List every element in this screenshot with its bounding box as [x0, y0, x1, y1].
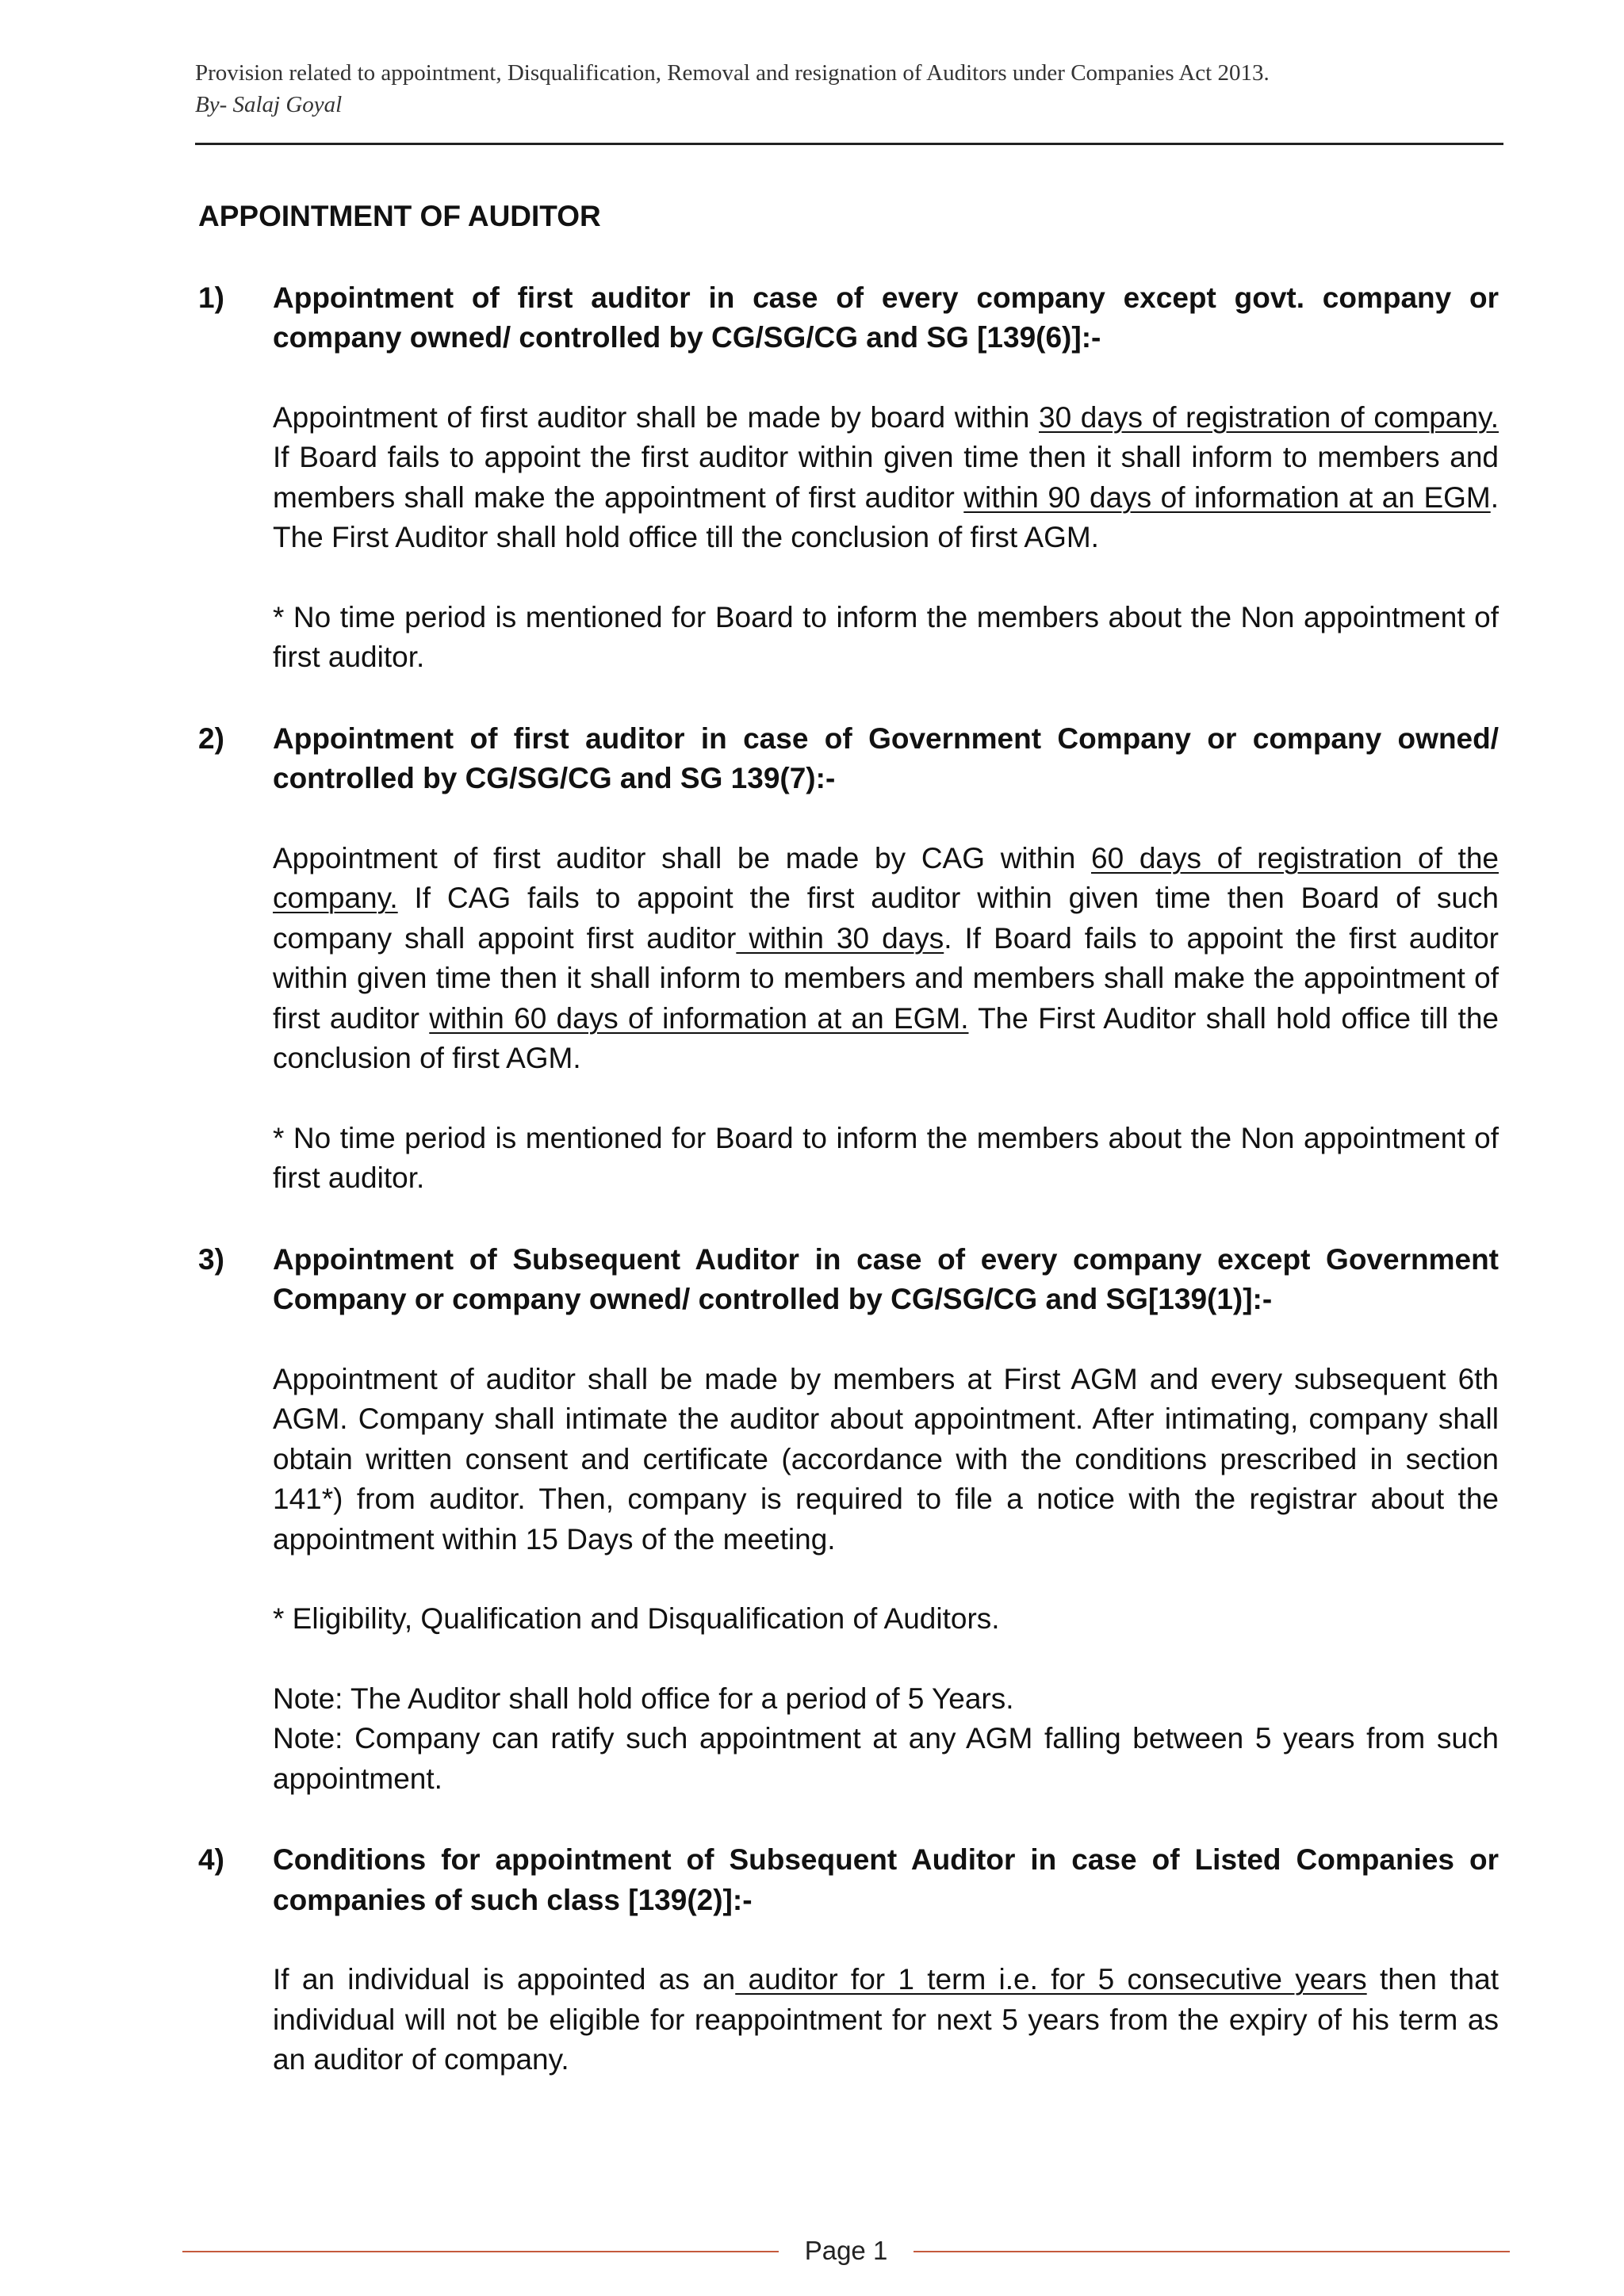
footer-rule-right [914, 2251, 1510, 2252]
document-body [198, 197, 1499, 2122]
text-run: If CAG fails to appoint the first auditor within given time then Board of such company shall appoint first auditor [273, 882, 1499, 955]
page-number: Page 1 [804, 2236, 888, 2265]
section-number: 3) [198, 1242, 224, 1276]
underlined-text: within 90 days of information at an EGM [963, 480, 1491, 514]
text-run: If Board fails to appoint the first auditor within given time then it shall inform to members and members shall make the appointment of first auditor [273, 441, 1499, 514]
footnote-paragraph: * No time period is mentioned for Board to inform the members about the Non appointment of first auditor. [273, 1121, 1499, 1194]
header-divider [195, 143, 1503, 145]
document-title: APPOINTMENT OF AUDITOR [198, 200, 601, 232]
text-run: Appointment of first auditor shall be made by board within [273, 400, 1039, 434]
footnote-paragraph: * No time period is mentioned for Board to inform the members about the Non appointment of first auditor. [273, 600, 1499, 673]
section-3 [198, 1240, 1499, 1800]
section-number: 4) [198, 1843, 224, 1876]
footer-rule-left [182, 2251, 779, 2252]
section-paragraph [273, 1960, 1499, 2080]
section-number: 1) [198, 281, 224, 314]
header-title: Provision related to appointment, Disqualification, Removal and resignation of Auditors under Companies Act 2013. [195, 60, 1270, 86]
underlined-text: auditor for 1 term i.e. for 5 consecutive years [735, 1963, 1367, 1996]
underlined-text: 30 days of registration of company. [1039, 400, 1499, 434]
page-header [195, 57, 1503, 121]
text-run: . The First Auditor shall hold office till the conclusion of first AGM. [273, 480, 1500, 553]
header-author: By- Salaj Goyal [195, 92, 343, 117]
section-2 [198, 719, 1499, 1199]
text-run: . If Board fails to appoint the first auditor within given time then it shall inform to members and members shall make the appointment of first auditor [273, 921, 1500, 1035]
section-number: 2) [198, 721, 224, 755]
underlined-text: within 30 days [736, 921, 944, 955]
section-heading: Appointment of first auditor in case of Government Company or company owned/ controlled by CG/SG/CG and SG 139(7):- [273, 721, 1499, 794]
section-1 [198, 278, 1499, 678]
text-run: If an individual is appointed as an [273, 1963, 736, 1996]
underlined-text: within 60 days of information at an EGM. [429, 1001, 969, 1035]
section-heading: Appointment of first auditor in case of every company except govt. company or company owned/ controlled by CG/SG/CG and SG [139(6)]:- [273, 281, 1499, 354]
text-run: Appointment of first auditor shall be made by CAG within [273, 841, 1091, 874]
section-4 [198, 1840, 1499, 2080]
section-heading: Appointment of Subsequent Auditor in case of every company except Government Company or company owned/ controlled by CG/SG/CG and SG[139(1)]:- [273, 1242, 1499, 1315]
note-line: Note: Company can ratify such appointment at any AGM falling between 5 years from such appointment. [273, 1722, 1499, 1795]
page-footer [0, 2232, 1624, 2271]
underlined-text: 60 days of registration of the company. [273, 841, 1499, 914]
section-paragraph [273, 398, 1499, 558]
note-line: Note: The Auditor shall hold office for a period of 5 Years. [273, 1682, 1014, 1715]
text-run: then that individual will not be eligible for reappointment for next 5 years from the expiry of his term as an auditor of company. [273, 1963, 1499, 2076]
footnote-paragraph: * Eligibility, Qualification and Disqualification of Auditors. [273, 1602, 1000, 1635]
text-run: The First Auditor shall hold office till the conclusion of first AGM. [273, 1001, 1499, 1074]
section-paragraph [273, 839, 1499, 1079]
section-paragraph: Appointment of auditor shall be made by members at First AGM and every subsequent 6th AGM. Company shall intimate the auditor about appointment. After intimating, company shall obtain written consent and certificate (accordance with the conditions prescribed in section 141*) from auditor. Then, company is required to file a notice with the registrar about the appointment within 15 Days of the meeting. [273, 1362, 1499, 1556]
section-heading: Conditions for appointment of Subsequent Auditor in case of Listed Companies or companies of such class [139(2)]:- [273, 1843, 1499, 1916]
